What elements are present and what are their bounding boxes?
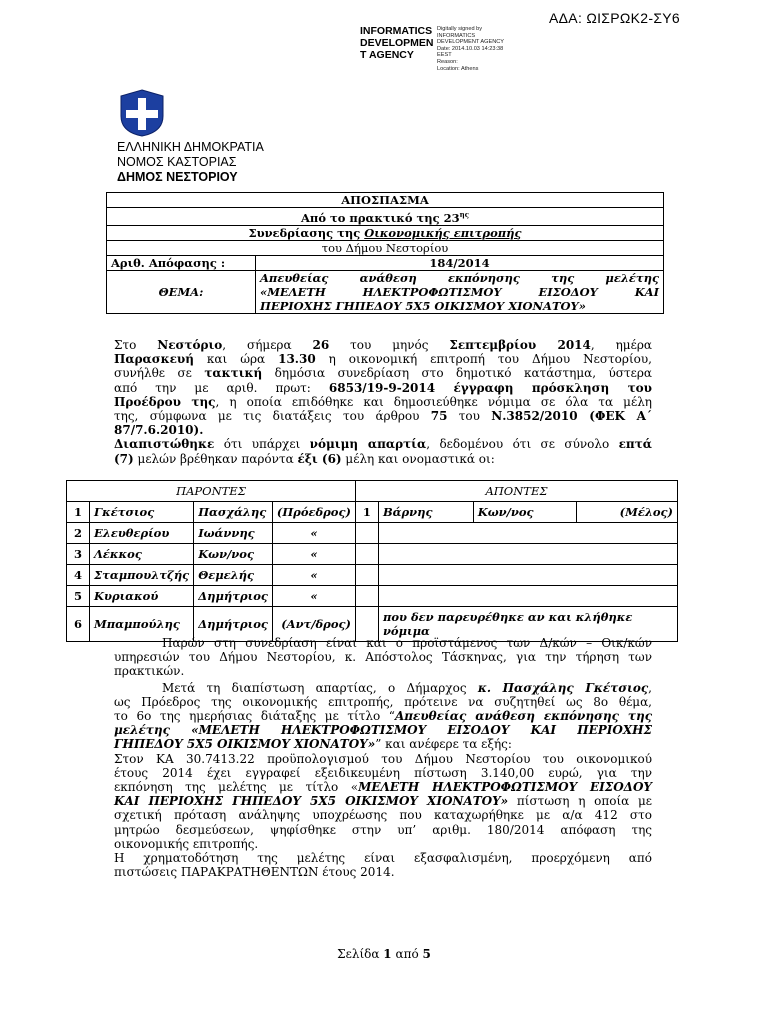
intro-line: (7) μελών βρέθηκαν παρόντα έξι (6) μέλη και ονομαστικά οι:: [114, 451, 495, 466]
signature-detail: Location: Athens: [437, 65, 479, 72]
body-line: Η χρηματοδότηση της μελέτης είναι εξασφαλισμένη, προερχόμενη από: [114, 851, 652, 866]
row-number: 6: [67, 607, 90, 642]
subject-line: ΠΕΡΙΟΧΗΣ ΓΗΠΕΔΟΥ 5Χ5 ΟΙΚΙΣΜΟΥ ΧΙΟΝΑΤΟΥ»: [260, 298, 586, 313]
signature-detail: Date: 2014.10.03 14:23:38: [437, 45, 504, 52]
member-role: (Πρόεδρος): [272, 502, 355, 523]
intro-line: της, σύμφωνα με τις διατάξεις του άρθρου 75 του Ν.3852/2010 (ΦΕΚ Α΄: [114, 409, 652, 424]
decision-label: Αριθ. Απόφασης :: [107, 255, 256, 270]
municipality-line: του Δήμου Νεστορίου: [107, 240, 664, 255]
intro-line: 87/7.6.2010).: [114, 423, 204, 438]
member-surname: Μπαμπούλης: [90, 607, 194, 642]
absent-note: που δεν παρευρέθηκε αν και κλήθηκε νόμιμα: [378, 607, 677, 642]
body-line: υπηρεσιών του Δήμου Νεστορίου, κ. Απόστολος Τάσκηνας, για την τήρηση των: [114, 650, 652, 665]
member-name: Ιωάννης: [194, 523, 273, 544]
body-line: ΓΗΠΕΔΟΥ 5Χ5 ΟΙΚΙΣΜΟΥ ΧΙΟΝΑΤΟΥ»” και ανέφερε τα εξής:: [114, 737, 512, 752]
present-header: ΠΑΡΟΝΤΕΣ: [67, 481, 356, 502]
body-line: πιστώσεις ΠΑΡΑΚΡΑΤΗΘΕΝΤΩΝ έτους 2014.: [114, 865, 395, 880]
header-prefecture: ΝΟΜΟΣ ΚΑΣΤΟΡΙΑΣ: [117, 155, 237, 169]
signature-detail: Digitally signed by: [437, 26, 483, 32]
signature-details: [437, 26, 504, 72]
table-row: [67, 544, 678, 565]
body-text: [114, 636, 652, 879]
row-number: 4: [67, 565, 90, 586]
page-total: 5: [422, 947, 431, 961]
table-row: [67, 523, 678, 544]
member-name: Πασχάλης: [194, 502, 273, 523]
body-line: μελέτης «ΜΕΛΕΤΗ ΗΛΕΚΤΡΟΦΩΤΙΣΜΟΥ ΕΙΣΟΔΟΥ ΚΑΙ ΠΕΡΙΟΧΗΣ: [114, 723, 652, 738]
row-number: 3: [67, 544, 90, 565]
agency-line: DEVELOPMEN: [360, 37, 434, 49]
member-role: «: [272, 565, 355, 586]
minutes-text: Από το πρακτικό της 23: [300, 210, 460, 225]
minutes-sup: ης: [459, 210, 470, 219]
body-line: ΚΑΙ ΠΕΡΙΟΧΗΣ ΓΗΠΕΔΟΥ 5Χ5 ΟΙΚΙΣΜΟΥ ΧΙΟΝΑΤΟΥ» πίστωση η οποία με: [114, 794, 652, 809]
absent-header: ΑΠΟΝΤΕΣ: [355, 481, 677, 502]
member-role: «: [272, 586, 355, 607]
row-number: 1: [355, 502, 378, 523]
row-number: 2: [67, 523, 90, 544]
excerpt-box: [106, 192, 664, 314]
footer-text: Σελίδα: [337, 947, 384, 961]
decision-number: 184/2014: [256, 255, 664, 270]
ada-code: ΑΔΑ: ΩΙΣΡΩΚ2-ΣΥ6: [549, 10, 680, 26]
intro-line: Στο Νεστόριο, σήμερα 26 του μηνός Σεπτεμβρίου 2014, ημέρα: [114, 338, 652, 352]
table-row: [67, 502, 678, 523]
agency-line: T AGENCY: [360, 49, 414, 61]
page-number: 1: [383, 947, 392, 961]
body-line: Παρών στη συνεδρίαση είναι και ο προϊστάμενος των Δ/κών – Οικ/κών: [162, 636, 652, 650]
member-name: Κων/νος: [473, 502, 576, 523]
attendance-table: [66, 480, 678, 642]
body-line: μητρώο δεσμεύσεων, ψηφίσθηκε στην υπ’ αριθμ. 180/2014 απόφαση της: [114, 822, 652, 837]
signature-detail: EEST: [437, 52, 452, 59]
member-role: «: [272, 523, 355, 544]
session-text: Συνεδρίασης της: [248, 225, 365, 240]
member-role: (Μέλος): [577, 502, 678, 523]
intro-line: Προέδρου της, η οποία επιδόθηκε και δημοσιεύθηκε νόμιμα σε όλα τα μέλη: [114, 394, 652, 409]
subject-line: «ΜΕΛΕΤΗ ΗΛΕΚΤΡΟΦΩΤΙΣΜΟΥ ΕΙΣΟΔΟΥ ΚΑΙ: [260, 284, 659, 299]
row-number: 5: [67, 586, 90, 607]
member-surname: Βάρνης: [378, 502, 473, 523]
member-name: Κων/νος: [194, 544, 273, 565]
intro-paragraph: [114, 338, 652, 466]
member-role: «: [272, 544, 355, 565]
member-surname: Σταμπουλτζής: [90, 565, 194, 586]
signature-detail: INFORMATICS: [437, 32, 476, 39]
member-role: (Αντ/δρος): [272, 607, 355, 642]
member-surname: Γκέτσιος: [90, 502, 194, 523]
body-line: ως Πρόεδρος της οικονομικής επιτροπής, πρότεινε να συζητηθεί ως 8ο θέμα,: [114, 694, 652, 709]
body-line: Στον ΚΑ 30.7413.22 προϋπολογισμού του Δήμου Νεστορίου του οικονομικού: [114, 751, 652, 766]
member-surname: Λέκκος: [90, 544, 194, 565]
greek-emblem-icon: [117, 88, 167, 138]
excerpt-title: ΑΠΟΣΠΑΣΜΑ: [107, 193, 664, 208]
body-line: οικονομικής επιτροπής.: [114, 836, 259, 851]
body-line: σχετική πρόταση ανάληψης υποχρέωσης που καταχωρήθηκε με α/α 412 στο: [114, 808, 652, 823]
signature-detail: DEVELOPMENT AGENCY: [437, 39, 505, 46]
member-surname: Κυριακού: [90, 586, 194, 607]
body-line: το 6ο της ημερήσιας διάταξης με τίτλο “Απευθείας ανάθεση εκπόνησης της: [114, 709, 653, 724]
row-number: 1: [67, 502, 90, 523]
document-header: [117, 140, 264, 185]
header-republic: ΕΛΛΗΝΙΚΗ ΔΗΜΟΚΡΑΤΙΑ: [117, 140, 264, 154]
committee-name: Οικονομικής επιτροπής: [364, 225, 522, 240]
intro-line: Διαπιστώθηκε ότι υπάρχει νόμιμη απαρτία, δεδομένου ότι σε σύνολο επτά: [114, 437, 653, 452]
intro-line: από την με αριθ. πρωτ: 6853/19-9-2014 έγγραφη πρόσκληση του: [114, 380, 652, 395]
page-footer: [0, 947, 768, 961]
body-line: Μετά τη διαπίστωση απαρτίας, ο Δήμαρχος κ. Πασχάλης Γκέτσιος,: [162, 680, 652, 695]
member-name: Δημήτριος: [194, 586, 273, 607]
footer-text: από: [391, 947, 423, 961]
intro-line: Παρασκευή και ώρα 13.30 η οικονομική επιτροπή του Δήμου Νεστορίου,: [114, 352, 652, 367]
table-row: [67, 586, 678, 607]
intro-line: συνήλθε σε τακτική δημόσια συνεδρίαση στο δημοτικό κατάστημα, ύστερα: [114, 366, 652, 381]
signature-detail: Reason:: [437, 58, 458, 65]
agency-line: INFORMATICS: [360, 25, 433, 37]
signature-agency: [360, 25, 434, 61]
member-name: Θεμελής: [194, 565, 273, 586]
subject-label: ΘΕΜΑ:: [107, 270, 256, 313]
member-surname: Ελευθερίου: [90, 523, 194, 544]
subject-text: [256, 270, 664, 313]
table-row: [67, 565, 678, 586]
body-line: πρακτικών.: [114, 664, 185, 679]
member-name: Δημήτριος: [194, 607, 273, 642]
header-municipality: ΔΗΜΟΣ ΝΕΣΤΟΡΙΟΥ: [117, 170, 238, 184]
session-line: [107, 225, 664, 240]
body-line: έτους 2014 έχει εγγραφεί εξειδικευμένη πίστωση 3.140,00 ευρώ, για την: [114, 765, 652, 780]
body-line: εκπόνηση της μελέτης με τίτλο «ΜΕΛΕΤΗ ΗΛΕΚΤΡΟΦΩΤΙΣΜΟΥ ΕΙΣΟΔΟΥ: [114, 780, 652, 795]
subject-line: Απευθείας ανάθεση εκπόνησης της μελέτης: [260, 270, 659, 285]
minutes-line: [107, 208, 664, 226]
